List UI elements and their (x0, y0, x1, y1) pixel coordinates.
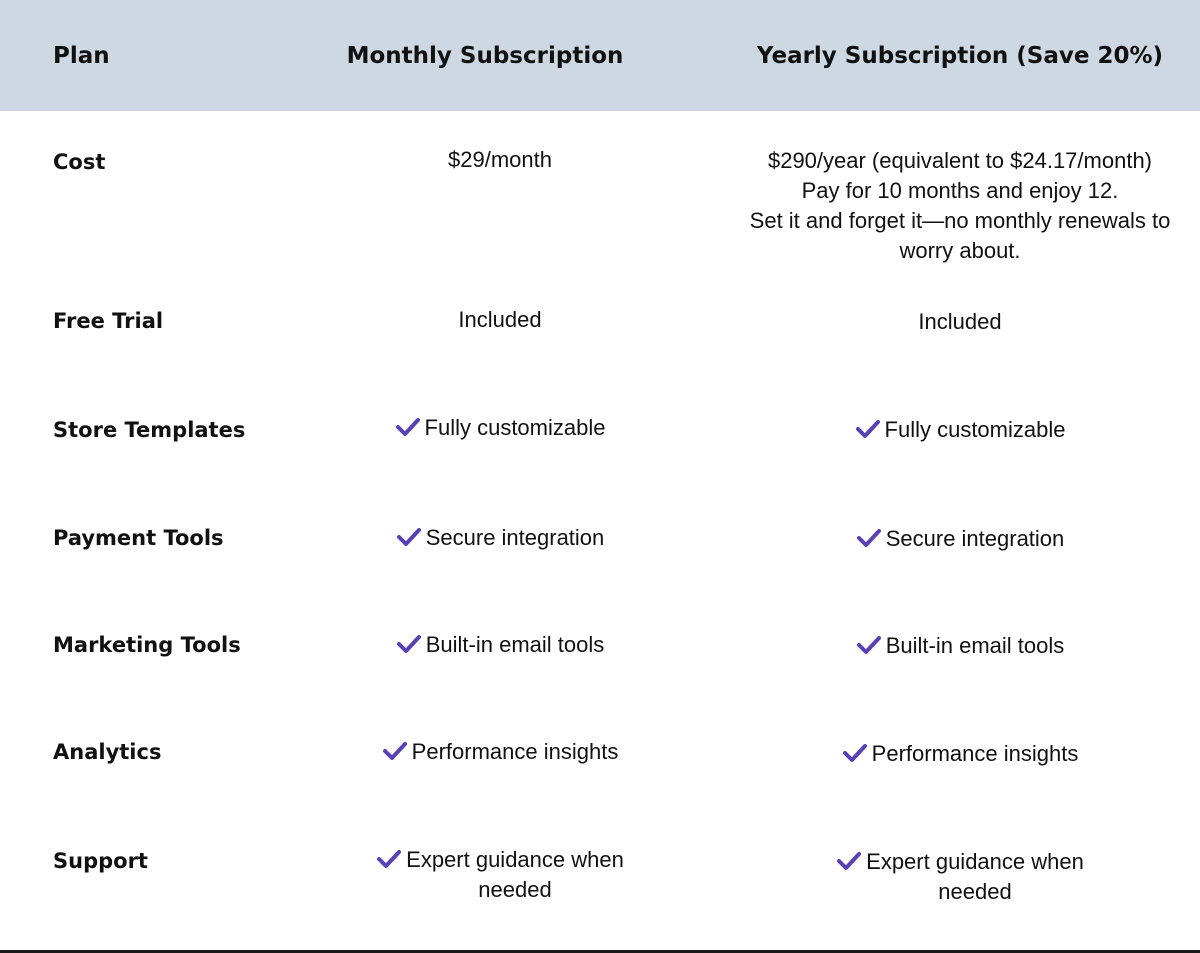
analytics-yearly-text: Performance insights (871, 741, 1079, 766)
payment-tools-monthly-text: Secure integration (425, 525, 605, 550)
row-label-free-trial: Free Trial (53, 309, 164, 333)
support-yearly (720, 847, 1200, 907)
marketing-tools-monthly (290, 630, 710, 660)
marketing-tools-yearly (720, 631, 1200, 661)
store-templates-monthly (290, 413, 710, 443)
support-yearly-line (720, 847, 1200, 877)
cost-yearly-line: Pay for 10 months and enjoy 12. (801, 178, 1119, 203)
payment-tools-monthly (290, 523, 710, 553)
check-icon (856, 528, 882, 548)
analytics-monthly-text: Performance insights (411, 739, 619, 764)
table-header (0, 0, 1200, 111)
check-icon (396, 527, 422, 547)
store-templates-yearly-text: Fully customizable (884, 417, 1066, 442)
free-trial-monthly: Included (458, 307, 542, 332)
check-icon (382, 741, 408, 761)
row-label-store-templates: Store Templates (53, 418, 246, 442)
row-label-cost: Cost (53, 150, 106, 174)
check-icon (855, 419, 881, 439)
check-icon (395, 417, 421, 437)
row-label-marketing-tools: Marketing Tools (53, 633, 241, 657)
analytics-yearly (720, 739, 1200, 769)
cost-monthly: $29/month (448, 147, 552, 172)
support-monthly (290, 845, 710, 905)
row-label-analytics: Analytics (53, 740, 162, 764)
support-monthly-line (290, 845, 710, 875)
cost-yearly-line: $290/year (equivalent to $24.17/month) (767, 148, 1153, 173)
store-templates-monthly-text: Fully customizable (424, 415, 606, 440)
row-label-payment-tools: Payment Tools (53, 526, 224, 550)
header-yearly-subscription: Yearly Subscription (Save 20%) (756, 42, 1164, 69)
cost-yearly-line: worry about. (899, 238, 1021, 263)
support-monthly-line: needed (478, 877, 552, 902)
check-icon (842, 743, 868, 763)
marketing-tools-monthly-text: Built-in email tools (425, 632, 605, 657)
support-yearly-line: needed (938, 879, 1012, 904)
payment-tools-yearly (720, 524, 1200, 554)
free-trial-yearly: Included (918, 309, 1002, 334)
check-icon (396, 634, 422, 654)
check-icon (836, 851, 862, 871)
marketing-tools-yearly-text: Built-in email tools (885, 633, 1065, 658)
store-templates-yearly (720, 415, 1200, 445)
check-icon (856, 635, 882, 655)
cost-yearly (720, 146, 1200, 266)
support-yearly-text: Expert guidance when (866, 849, 1084, 874)
header-plan: Plan (53, 42, 110, 69)
cost-yearly-line: Set it and forget it—no monthly renewals to (749, 208, 1171, 233)
analytics-monthly (290, 737, 710, 767)
payment-tools-yearly-text: Secure integration (885, 526, 1065, 551)
header-monthly-subscription: Monthly Subscription (346, 42, 624, 69)
row-label-support: Support (53, 849, 148, 873)
support-monthly-text: Expert guidance when (406, 847, 624, 872)
check-icon (376, 849, 402, 869)
